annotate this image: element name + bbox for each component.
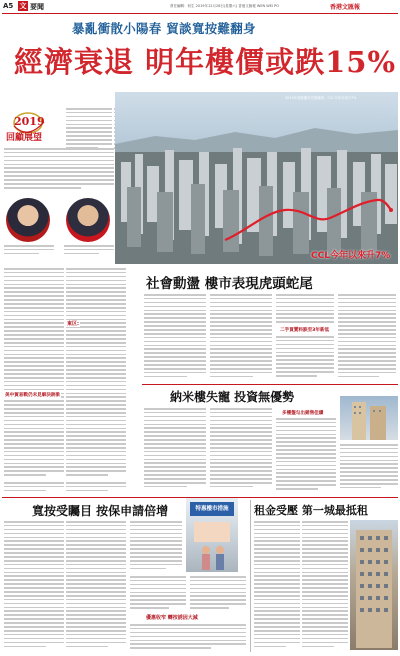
headline-kicker: 暴亂衝散小陽春 貿談寬按難翻身: [72, 21, 256, 36]
subhead-projects: 多樓盤勾出銷售佳績: [282, 411, 324, 416]
left-article-col2: [66, 268, 126, 480]
s4-col1: [4, 521, 64, 651]
section3-headline: 納米樓失寵 投資無優勢: [170, 390, 295, 404]
section-name: 要聞: [30, 3, 44, 11]
section-tag-box: [18, 1, 28, 11]
apartment-graphic: [350, 520, 398, 650]
chart-end-point: [389, 208, 393, 212]
s3-col4: [340, 444, 398, 494]
measures-sign-text: 特惠樓市措施: [195, 506, 229, 512]
badge-label: 回顧展望: [6, 133, 43, 143]
s3-col2: [210, 408, 272, 494]
left-article-col1: [4, 268, 64, 480]
s2-col3b: [276, 336, 334, 382]
column-rule-bottom: [250, 500, 251, 652]
s4-col2: [66, 521, 126, 651]
subhead-discount: 優惠收窄 轉按誘因大減: [146, 615, 198, 621]
s2-col4: [338, 294, 396, 382]
subhead-east: 東区:: [67, 321, 79, 327]
s5-col1: [254, 521, 300, 651]
measures-photo: [186, 498, 238, 572]
building-photo: [340, 396, 398, 440]
city-skyline-photo: [115, 92, 398, 264]
section5-headline: 租金受壓 第一城最抵租: [254, 504, 368, 517]
skyline-graphic: [115, 92, 398, 264]
s3-col1: [144, 408, 206, 494]
section-tag: 文: [19, 2, 27, 10]
logo: 香港文匯報: [330, 4, 361, 11]
section2-headline: 社會動盪 樓市表現虎頭蛇尾: [146, 276, 313, 292]
s5-col2: [302, 521, 348, 651]
portrait-caption-2: [64, 245, 114, 257]
badge-year: 2019: [14, 115, 45, 128]
intro-text-left: [4, 148, 114, 192]
s3-col3: [276, 418, 336, 494]
tower-graphic: [340, 396, 398, 440]
section4-headline: 寬按受矚目 按保申請倍增: [32, 504, 169, 518]
header-divider: [2, 13, 398, 14]
s4-col3: [130, 521, 182, 573]
portrait-2: [66, 198, 110, 242]
s4-col6: [130, 624, 246, 652]
s4-col5: [190, 576, 246, 610]
issue-info: 責任編輯：何生 2019年12月28日(星期六) 香港文匯報 WEN WEI PO: [170, 4, 279, 8]
left-article-col2b: [66, 482, 126, 494]
apartment-photo: [350, 520, 398, 650]
portrait-1: [6, 198, 50, 242]
s2-col2: [210, 294, 272, 382]
left-article-col1b: [4, 482, 64, 494]
s2-col1: [144, 294, 206, 382]
portrait-caption-1: [4, 245, 54, 257]
s4-col4: [130, 576, 186, 610]
page-code: A5: [3, 2, 14, 10]
section3-divider: [142, 384, 398, 385]
photo-caption: 2019年香港樓市先揚後抑，CCL今年以來升7%: [285, 96, 357, 100]
main-headline: 經濟衰退 明年樓價或跌15%: [14, 45, 397, 79]
subhead-second-hand: 二手買賣料跌至3年新低: [280, 328, 330, 333]
photo-highlight-text: CCL今年以來升7%: [311, 251, 391, 261]
subhead-trade: 美中貿易戰仍未見解決跡象: [5, 393, 61, 398]
page-header: [0, 0, 400, 14]
year-review-badge: [4, 110, 60, 144]
people-graphic: [186, 498, 238, 572]
